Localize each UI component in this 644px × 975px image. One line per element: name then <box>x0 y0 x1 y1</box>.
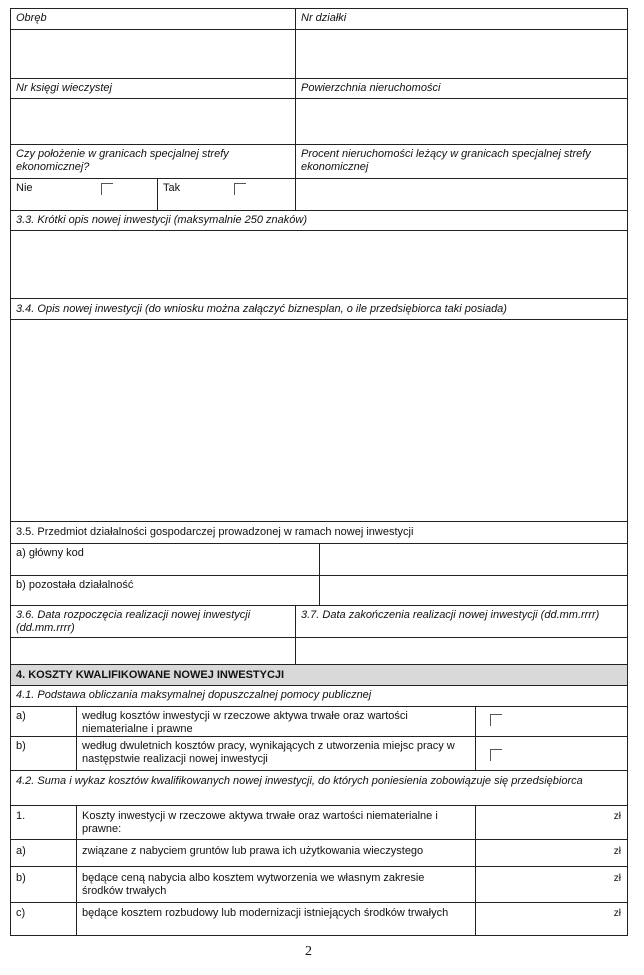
obreb-label: Obręb <box>16 12 47 24</box>
s42-row-1-text: Koszty inwestycji w rzeczowe aktywa trwałe oraz wartości niematerialne i prawne: <box>82 810 438 835</box>
s36-label: 3.6. Data rozpoczęcia realizacji nowej inwestycji (dd.mm.rrrr) <box>16 609 251 634</box>
s36-label-cell <box>10 605 296 638</box>
sse-tak-cell <box>157 178 296 211</box>
s41-label: 4.1. Podstawa obliczania maksymalnej dopuszczalnej pomocy publicznej <box>16 689 372 701</box>
obreb-label-cell <box>10 8 296 30</box>
s34-field[interactable] <box>10 319 628 522</box>
s37-label-cell <box>295 605 628 638</box>
nr-ksiegi-field[interactable] <box>10 98 296 145</box>
pozostala-label-cell <box>10 575 320 606</box>
s42-row-a-letter-text: a) <box>16 845 26 857</box>
s42-row-1-amount[interactable] <box>475 805 628 840</box>
powierzchnia-label: Powierzchnia nieruchomości <box>301 82 441 94</box>
pozostala-label: b) pozostała działalność <box>16 579 134 591</box>
s41-row-a-letter-text: a) <box>16 710 26 722</box>
s36-field[interactable] <box>10 637 296 665</box>
s41-row-b-text: według dwuletnich kosztów pracy, wynikających z utworzenia miejsc pracy w następstwie realizacji nowej inwestycji <box>82 740 455 765</box>
glowny-label: a) główny kod <box>16 547 84 559</box>
s42-row-1-letter <box>10 805 77 840</box>
section4-title: 4. KOSZTY KWALIFIKOWANE NOWEJ INWESTYCJI <box>16 669 285 681</box>
nie-checkbox[interactable] <box>101 183 113 195</box>
s42-row-b-desc <box>76 866 476 903</box>
section4-header <box>10 664 628 686</box>
obreb-field[interactable] <box>10 29 296 79</box>
powierzchnia-label-cell <box>295 78 628 99</box>
s41-row-b-desc <box>76 736 476 771</box>
s42-label-cell <box>10 770 628 806</box>
nr-dzialki-label: Nr działki <box>301 12 347 24</box>
sse-percent-field[interactable] <box>295 178 628 211</box>
s37-field[interactable] <box>295 637 628 665</box>
sse-percent-cell <box>295 144 628 179</box>
s41-row-a-desc <box>76 706 476 737</box>
s42-row-a-letter <box>10 839 77 867</box>
s42-row-a-text: związane z nabyciem gruntów lub prawa ich użytkowania wieczystego <box>82 845 424 857</box>
s42-row-1-letter-text: 1. <box>16 810 26 822</box>
s42-row-c-amount[interactable] <box>475 902 628 936</box>
s42-row-c-letter-text: c) <box>16 907 26 919</box>
s42-row-c-desc <box>76 902 476 936</box>
s33-field[interactable] <box>10 230 628 299</box>
nr-dzialki-field[interactable] <box>295 29 628 79</box>
s42-row-a-unit: zł <box>613 846 621 857</box>
glowny-label-cell <box>10 543 320 576</box>
s42-row-1-unit: zł <box>613 811 621 822</box>
s42-row-a-amount[interactable] <box>475 839 628 867</box>
s41-row-a-checkbox[interactable] <box>490 714 502 726</box>
s37-label: 3.7. Data zakończenia realizacji nowej inwestycji (dd.mm.rrrr) <box>301 609 600 621</box>
tak-checkbox[interactable] <box>234 183 246 195</box>
nr-ksiegi-label-cell <box>10 78 296 99</box>
s41-row-b-check-cell <box>475 736 628 771</box>
s42-row-c-text: będące kosztem rozbudowy lub modernizacji istniejących środków trwałych <box>82 907 449 919</box>
nr-ksiegi-label: Nr księgi wieczystej <box>16 82 112 94</box>
s41-row-a-text: według kosztów inwestycji w rzeczowe aktywa trwałe oraz wartości niematerialne i prawne <box>82 710 408 735</box>
nr-dzialki-label-cell <box>295 8 628 30</box>
s42-row-b-unit: zł <box>613 873 621 884</box>
s42-row-a-desc <box>76 839 476 867</box>
tak-label: Tak <box>163 182 181 194</box>
s34-label: 3.4. Opis nowej inwestycji (do wniosku można załączyć biznesplan, o ile przedsiębiorca taki posiada) <box>16 303 507 315</box>
s42-row-c-letter <box>10 902 77 936</box>
sse-question-cell <box>10 144 296 179</box>
s42-row-c-unit: zł <box>613 908 621 919</box>
page-number: 2 <box>305 944 312 959</box>
s41-row-a-check-cell <box>475 706 628 737</box>
sse-question-label: Czy położenie w granicach specjalnej strefy ekonomicznej? <box>16 148 229 173</box>
s42-row-b-letter-text: b) <box>16 872 26 884</box>
s35-label-cell <box>10 521 628 544</box>
s42-row-b-amount[interactable] <box>475 866 628 903</box>
pozostala-field[interactable] <box>319 575 628 606</box>
s35-label: 3.5. Przedmiot działalności gospodarczej prowadzonej w ramach nowej inwestycji <box>16 526 414 538</box>
nie-label: Nie <box>16 182 33 194</box>
s42-row-b-letter <box>10 866 77 903</box>
sse-nie-cell <box>10 178 158 211</box>
s34-label-cell <box>10 298 628 320</box>
sse-percent-label: Procent nieruchomości leżący w granicach specjalnej strefy ekonomicznej <box>301 148 591 173</box>
glowny-field[interactable] <box>319 543 628 576</box>
s42-label: 4.2. Suma i wykaz kosztów kwalifikowanych nowej inwestycji, do których poniesienia zobowiązuje się przedsiębiorca <box>16 775 583 787</box>
s41-row-b-letter-text: b) <box>16 740 26 752</box>
s41-row-b-letter <box>10 736 77 771</box>
s33-label: 3.3. Krótki opis nowej inwestycji (maksymalnie 250 znaków) <box>16 214 308 226</box>
s42-row-b-text: będące ceną nabycia albo kosztem wytworzenia we własnym zakresie środków trwałych <box>82 872 425 897</box>
powierzchnia-field[interactable] <box>295 98 628 145</box>
s33-label-cell <box>10 210 628 231</box>
s41-row-b-checkbox[interactable] <box>490 749 502 761</box>
s41-label-cell <box>10 685 628 707</box>
s42-row-1-desc <box>76 805 476 840</box>
s41-row-a-letter <box>10 706 77 737</box>
